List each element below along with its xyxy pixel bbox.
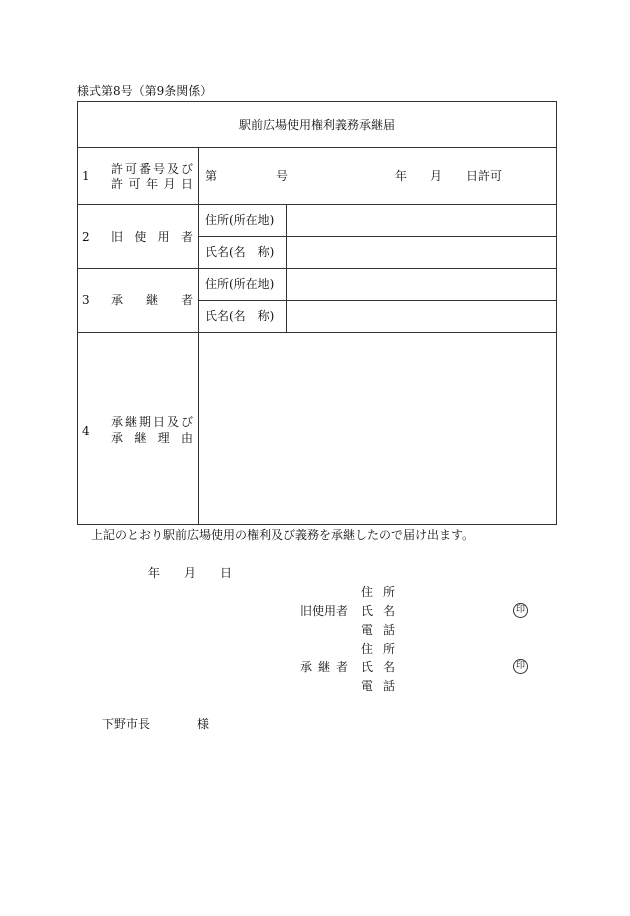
successor-address-label: 住所(所在地) (205, 277, 275, 291)
statement-text: 上記のとおり駅前広場使用の権利及び義務を承継したので届け出ます。 (91, 528, 475, 542)
former-user-sig-phone: 電話 (361, 623, 395, 637)
permit-nen: 年 (395, 169, 408, 183)
permit-label-line1: 許可番号及び (111, 162, 193, 176)
form-number: 様式第8号（第9条関係） (77, 84, 213, 98)
successor-sig-address: 住所 (361, 642, 395, 656)
date-tsuki: 月 (184, 566, 197, 580)
successor-name-label: 氏名(名 称) (205, 309, 275, 323)
former-user-sig-role: 旧使用者 (300, 604, 349, 618)
row-number-4: 4 (82, 424, 90, 438)
former-user-address-label: 住所(所在地) (205, 213, 275, 227)
succession-label-line1: 承継期日及び (111, 415, 193, 429)
permit-tsuki: 月 (430, 169, 443, 183)
form-title: 駅前広場使用権利義務承継届 (238, 118, 395, 132)
former-user-sig-name: 氏名 (361, 604, 395, 618)
permit-label-line2: 許可年月日 (111, 177, 193, 191)
succession-label-line2: 承継理由 (111, 431, 193, 445)
permit-nichi-kyoka: 日許可 (466, 169, 503, 183)
former-user-sig-address: 住所 (361, 585, 395, 599)
addressee-name: 下野市長 (102, 717, 151, 731)
permit-dai: 第 (205, 169, 218, 183)
former-user-seal-icon: 印 (513, 603, 528, 618)
row-number-1: 1 (82, 169, 90, 183)
date-nen: 年 (148, 566, 161, 580)
successor-sig-role: 承継者 (300, 660, 348, 674)
addressee-honorific: 様 (197, 717, 210, 731)
row-number-2: 2 (82, 230, 90, 244)
successor-seal-icon: 印 (513, 659, 528, 674)
former-user-name-label: 氏名(名 称) (205, 245, 275, 259)
former-user-label: 旧使用者 (111, 230, 193, 244)
date-nichi: 日 (220, 566, 233, 580)
successor-label: 承継者 (111, 293, 193, 307)
row-number-3: 3 (82, 293, 90, 307)
successor-sig-name: 氏名 (361, 660, 395, 674)
successor-sig-phone: 電話 (361, 679, 395, 693)
permit-go: 号 (276, 169, 289, 183)
